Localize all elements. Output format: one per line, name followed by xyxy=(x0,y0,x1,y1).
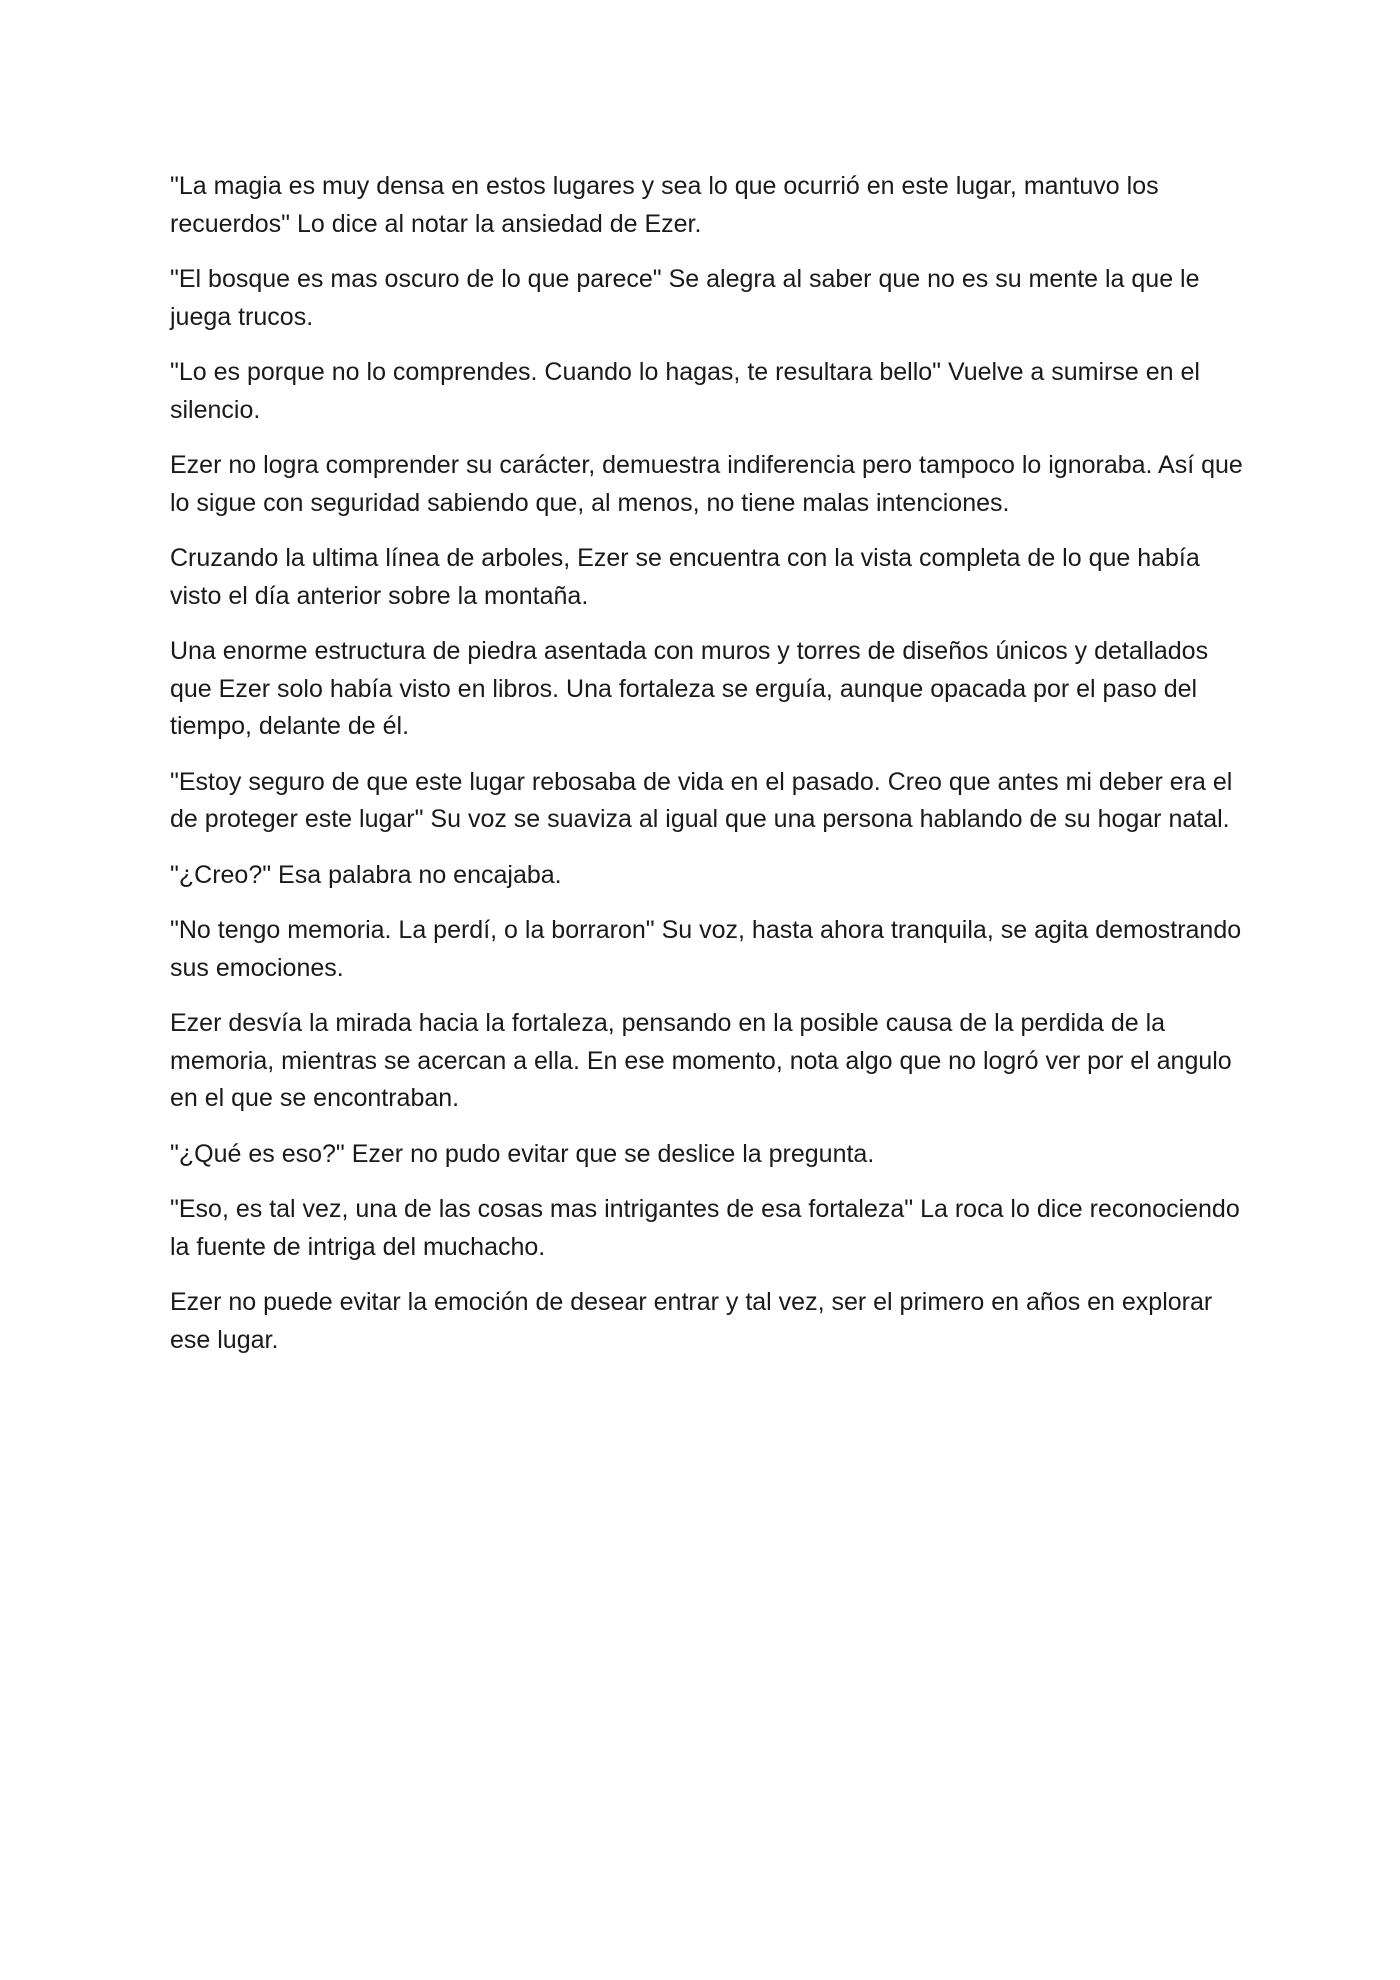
paragraph-5: Cruzando la ultima línea de arboles, Ezer se encuentra con la vista completa de lo que había visto el día anterior sobre la montaña. xyxy=(170,544,1200,610)
paragraph-7: "Estoy seguro de que este lugar rebosaba de vida en el pasado. Creo que antes mi deber era el de proteger este lugar" Su voz se suaviza al igual que una persona hablando de su hogar natal. xyxy=(170,767,1233,833)
paragraph-6: Una enorme estructura de piedra asentada con muros y torres de diseños únicos y detallados que Ezer solo había visto en libros. Una fortaleza se erguía, aunque opacada por el paso del tiempo, delante de él. xyxy=(170,637,1209,740)
paragraph-1: "La magia es muy densa en estos lugares y sea lo que ocurrió en este lugar, mantuvo los recuerdos" Lo dice al notar la ansiedad de Ezer. xyxy=(170,172,1159,238)
paragraph-4: Ezer no logra comprender su carácter, demuestra indiferencia pero tampoco lo ignoraba. Así que lo sigue con seguridad sabiendo que, al menos, no tiene malas intenciones. xyxy=(170,451,1243,517)
paragraph-9: "No tengo memoria. La perdí, o la borraron" Su voz, hasta ahora tranquila, se agita demostrando sus emociones. xyxy=(170,916,1242,982)
paragraph-11: "¿Qué es eso?" Ezer no pudo evitar que se deslice la pregunta. xyxy=(170,1139,875,1168)
paragraph-8: "¿Creo?" Esa palabra no encajaba. xyxy=(170,860,562,889)
document-body xyxy=(170,168,1250,1377)
paragraph-12: "Eso, es tal vez, una de las cosas mas intrigantes de esa fortaleza" La roca lo dice reconociendo la fuente de intriga del muchacho. xyxy=(170,1195,1240,1261)
paragraph-10: Ezer desvía la mirada hacia la fortaleza, pensando en la posible causa de la perdida de la memoria, mientras se acercan a ella. En ese momento, nota algo que no logró ver por el angulo en el que se encontraban. xyxy=(170,1009,1232,1112)
paragraph-13: Ezer no puede evitar la emoción de desear entrar y tal vez, ser el primero en años en explorar ese lugar. xyxy=(170,1288,1213,1354)
paragraph-3: "Lo es porque no lo comprendes. Cuando lo hagas, te resultara bello" Vuelve a sumirse en el silencio. xyxy=(170,358,1200,424)
paragraph-2: "El bosque es mas oscuro de lo que parece" Se alegra al saber que no es su mente la que le juega trucos. xyxy=(170,265,1200,331)
